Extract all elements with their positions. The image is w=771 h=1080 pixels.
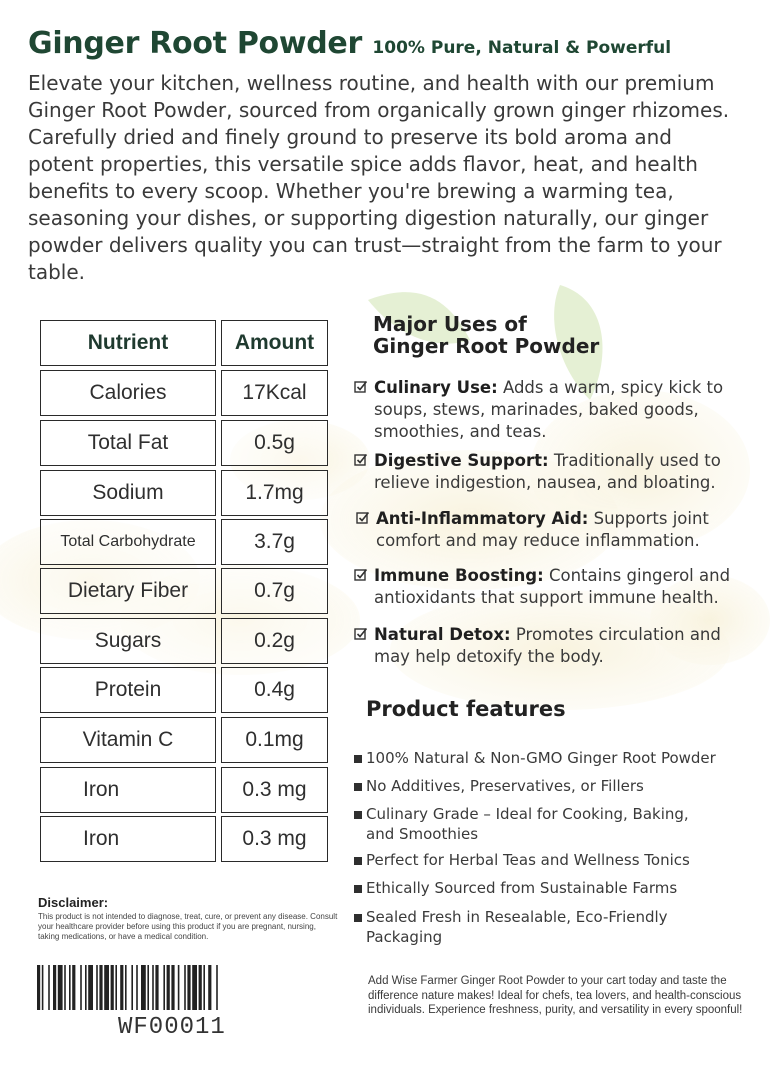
page-title: Ginger Root Powder <box>28 26 362 61</box>
nutrient-cell: Total Fat <box>40 420 216 466</box>
title-row <box>28 26 758 61</box>
amount-cell: 0.2g <box>221 618 328 664</box>
nutrient-cell: Sugars <box>40 618 216 664</box>
use-label: Natural Detox: <box>374 625 511 644</box>
nutrient-cell: Sodium <box>40 470 216 516</box>
amount-cell: 0.3 mg <box>221 767 328 813</box>
nutrient-cell: Dietary Fiber <box>40 568 216 614</box>
barcode-image <box>37 965 337 1010</box>
square-bullet-icon <box>354 914 362 922</box>
square-bullet-icon <box>354 755 362 763</box>
use-text: Promotes circulation and may help detoxify the body. <box>374 625 721 666</box>
use-label: Anti-Inflammatory Aid: <box>376 509 589 528</box>
check-box-icon <box>356 511 370 525</box>
amount-cell: 17Kcal <box>221 370 328 416</box>
amount-cell: 0.5g <box>221 420 328 466</box>
use-text: Adds a warm, spicy kick to soups, stews, marinades, baked goods, smoothies, and teas. <box>374 378 724 441</box>
square-bullet-icon <box>354 857 362 865</box>
use-label: Immune Boosting: <box>374 566 544 585</box>
nutrient-cell: Iron <box>40 816 216 862</box>
nutrient-cell: Total Carbohydrate <box>40 519 216 565</box>
product-code: WF00011 <box>118 1014 226 1041</box>
amount-cell: 0.4g <box>221 667 328 713</box>
nutrient-header: Nutrient <box>40 320 216 366</box>
square-bullet-icon <box>354 811 362 819</box>
check-box-icon <box>354 380 368 394</box>
amount-cell: 1.7mg <box>221 470 328 516</box>
uses-title: Major Uses of Ginger Root Powder <box>373 312 600 358</box>
nutrient-cell: Vitamin C <box>40 717 216 763</box>
amount-cell: 0.3 mg <box>221 816 328 862</box>
use-text: Supports joint comfort and may reduce inflammation. <box>376 509 709 550</box>
intro-paragraph: Elevate your kitchen, wellness routine, and health with our premium Ginger Root Powder, sourced from organically grown ginger rhizomes. Carefully dried and finely ground to preserve its bold aroma and potent properties, this versatile spice adds flavor, heat, and health benefits to every scoop. Whether you're brewing a warming tea, seasoning your dishes, or supporting digestion naturally, our ginger powder delivers quality you can trust—straight from the farm to your table. <box>28 71 730 284</box>
amount-cell: 0.7g <box>221 568 328 614</box>
closing-paragraph: Add Wise Farmer Ginger Root Powder to your cart today and taste the difference nature makes! Ideal for chefs, tea lovers, and health-conscious individuals. Experience freshness, purity, and versatility in every spoonful! <box>368 975 743 1016</box>
check-box-icon <box>354 453 368 467</box>
features-title: Product features <box>366 697 566 721</box>
use-label: Digestive Support: <box>374 451 549 470</box>
disclaimer-text: This product is not intended to diagnose, treat, cure, or prevent any disease. Consult your healthcare provider before using this product if you are pregnant, nursing, taking medications, or have a medical condition. <box>38 912 338 941</box>
square-bullet-icon <box>354 783 362 791</box>
use-label: Culinary Use: <box>374 378 498 397</box>
disclaimer-title: Disclaimer: <box>38 895 109 910</box>
nutrient-cell: Calories <box>40 370 216 416</box>
page-subtitle: 100% Pure, Natural & Powerful <box>372 38 672 58</box>
square-bullet-icon <box>354 885 362 893</box>
nutrient-cell: Protein <box>40 667 216 713</box>
check-box-icon <box>354 568 368 582</box>
use-text: Traditionally used to relieve indigestion, nausea, and bloating. <box>374 451 721 492</box>
check-box-icon <box>354 627 368 641</box>
use-text: Contains gingerol and antioxidants that support immune health. <box>374 566 731 607</box>
amount-header: Amount <box>221 320 328 366</box>
nutrient-cell: Iron <box>40 767 216 813</box>
amount-cell: 0.1mg <box>221 717 328 763</box>
amount-cell: 3.7g <box>221 519 328 565</box>
